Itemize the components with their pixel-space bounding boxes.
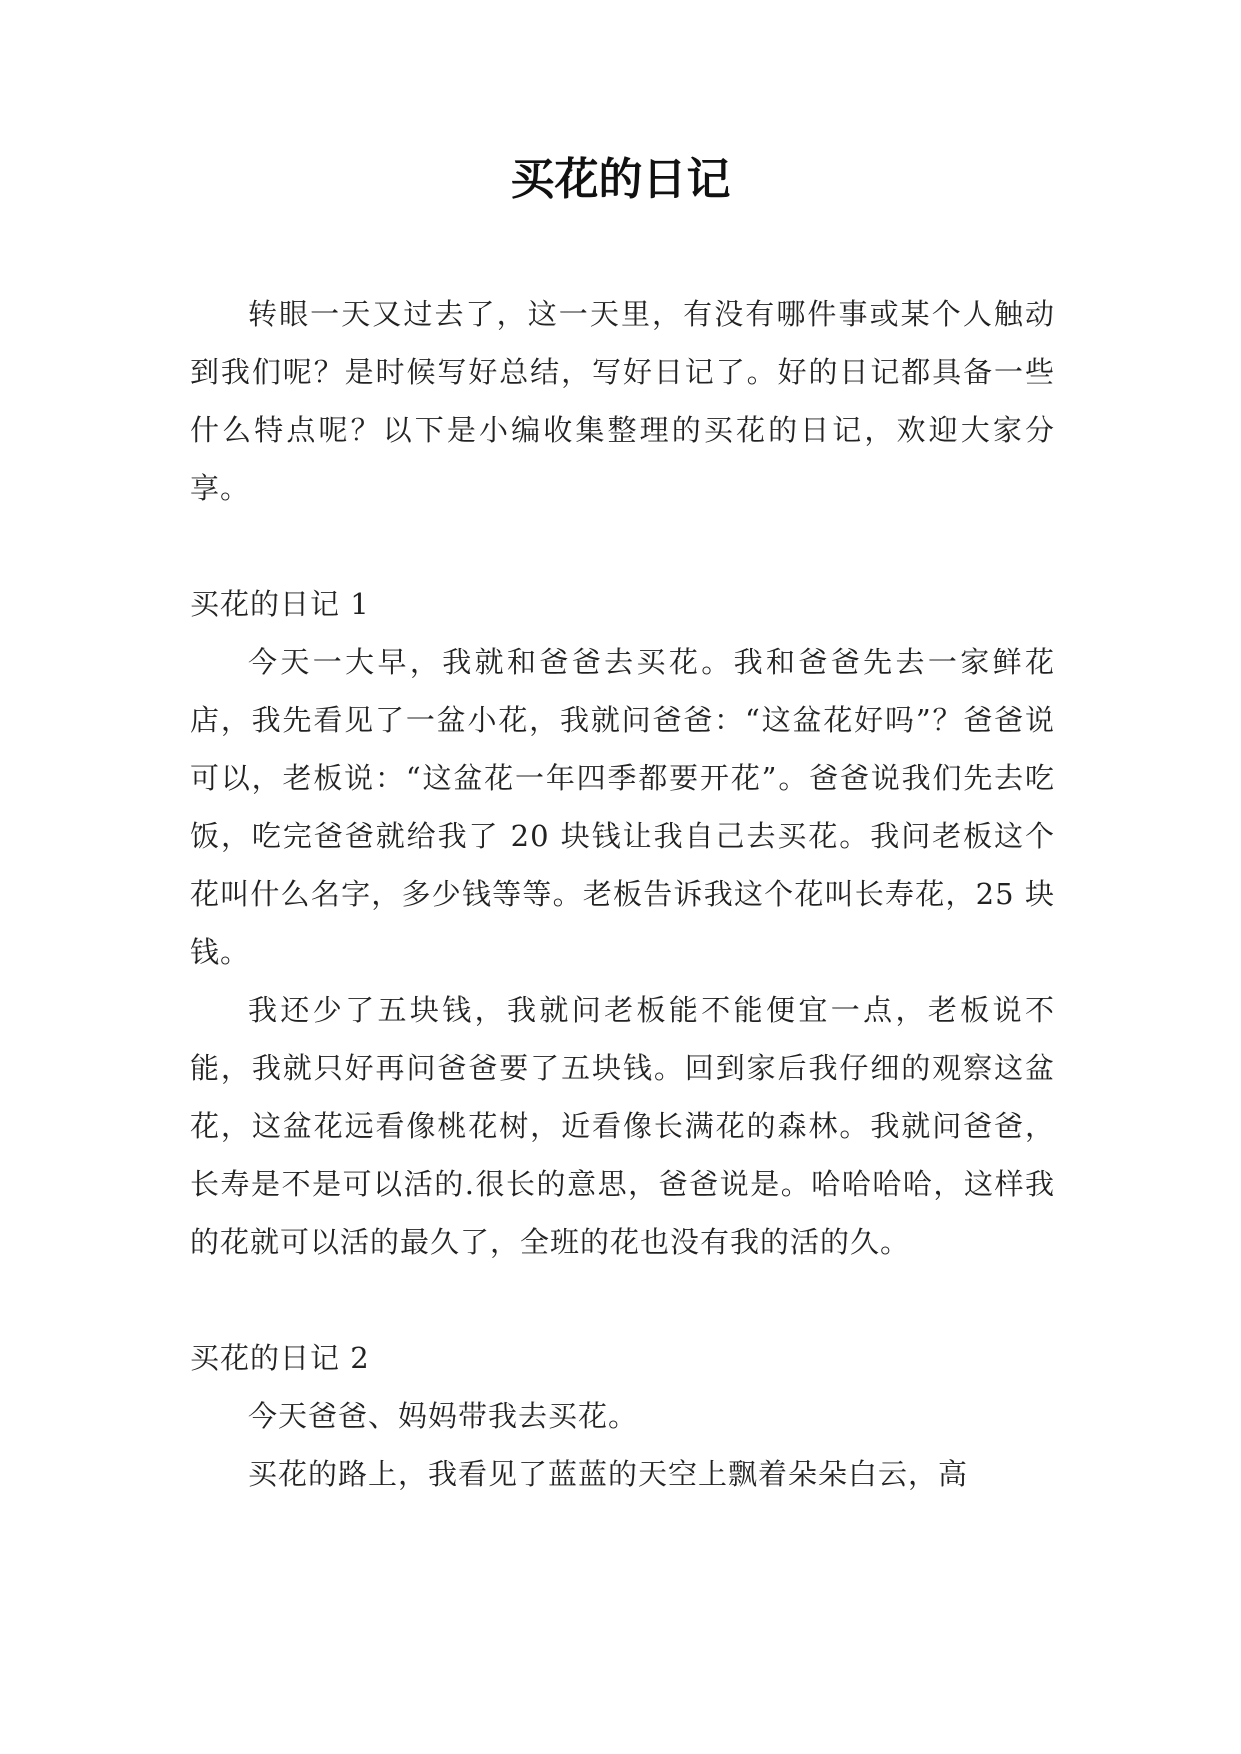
document-body (190, 285, 1055, 1503)
section-paragraph: 买花的路上，我看见了蓝蓝的天空上飘着朵朵白云，高 (248, 1457, 969, 1491)
section-paragraph: 今天一大早，我就和爸爸去买花。我和爸爸先去一家鲜花店，我先看见了一盆小花，我就问爸爸：“这盆花好吗”？爸爸说可以，老板说：“这盆花一年四季都要开花”。爸爸说我们先去吃饭，吃完爸爸就给我了 20 块钱让我自己去买花。我问老板这个花叫什么名字，多少钱等等。老板告诉我这个花叫长寿花，25 块钱。 (190, 645, 1055, 969)
section-paragraph: 今天爸爸、妈妈带我去买花。 (248, 1399, 639, 1433)
document-title: 买花的日记 (510, 154, 731, 205)
section-spacer (190, 1271, 1055, 1329)
section-paragraph: 我还少了五块钱，我就问老板能不能便宜一点，老板说不能，我就只好再问爸爸要了五块钱。回到家后我仔细的观察这盆花，这盆花远看像桃花树，近看像长满花的森林。我就问爸爸，长寿是不是可以活的.很长的意思，爸爸说是。哈哈哈哈，这样我的花就可以活的最久了，全班的花也没有我的活的久。 (190, 993, 1055, 1259)
section-heading: 买花的日记 2 (190, 1341, 370, 1375)
intro-paragraph: 转眼一天又过去了，这一天里，有没有哪件事或某个人触动到我们呢？是时候写好总结，写好日记了。好的日记都具备一些什么特点呢？以下是小编收集整理的买花的日记，欢迎大家分享。 (190, 297, 1055, 505)
section-spacer (190, 517, 1055, 575)
section-heading: 买花的日记 1 (190, 587, 370, 621)
